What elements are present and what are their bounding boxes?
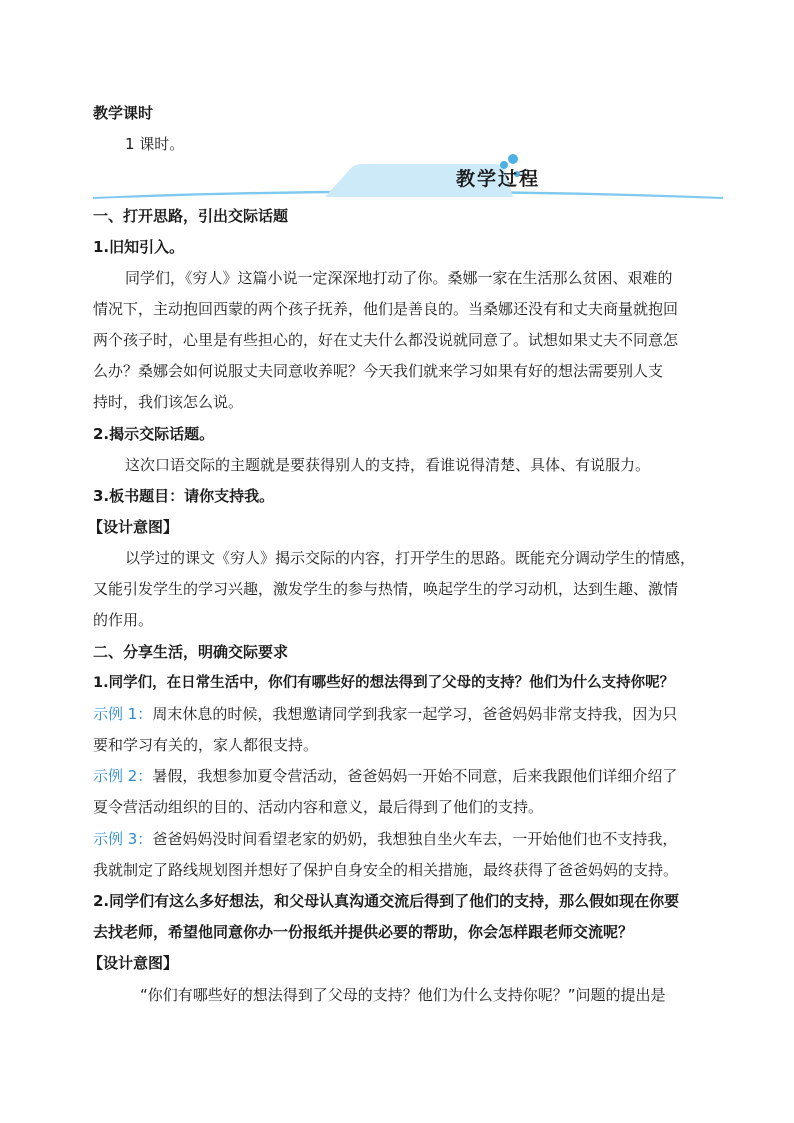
example-text: 暑假，我想参加夏令营活动，爸爸妈妈一开始不同意，后来我跟他们详细介绍了: [152, 767, 678, 785]
banner-graphic: [93, 150, 723, 202]
example-2: [93, 766, 723, 786]
section2-heading: 二、分享生活，明确交际要求: [93, 643, 289, 661]
section1-item2-title: 2.揭示交际话题。: [93, 425, 215, 443]
example-text: 爸爸妈妈没时间看望老家的奶奶，我想独自坐火车去，一开始他们也不支持我，: [152, 830, 678, 848]
section1-heading: 一、打开思路，引出交际话题: [93, 207, 289, 225]
section1-item1-title: 1.旧知引入。: [93, 238, 185, 256]
course-hours-value: 1 课时。: [125, 135, 185, 153]
section2-question2: 2.同学们有这么多好想法，和父母认真沟通交流后得到了他们的支持，那么假如现在你要: [93, 892, 680, 910]
paragraph-line: 两个孩子时，心里是有些担心的，好在丈夫什么都没说就同意了。试想如果丈夫不同意怎: [93, 331, 679, 349]
paragraph-line: 同学们，《穷人》这篇小说一定深深地打动了你。桑娜一家在生活那么贫困、艰难的: [125, 269, 673, 287]
paragraph-line: 以学过的课文《穷人》揭示交际的内容，打开学生的思路。既能充分调动学生的情感，: [125, 549, 696, 567]
example-3: [93, 829, 723, 849]
paragraph-line: 我就制定了路线规划图并想好了保护自身安全的相关措施，最终获得了爸爸妈妈的支持。: [93, 861, 679, 879]
example-1: [93, 704, 723, 724]
paragraph-line: 这次口语交际的主题就是要获得别人的支持，看谁说得清楚、具体、有说服力。: [125, 456, 651, 474]
section2-question2: 去找老师，希望他同意你办一份报纸并提供必要的帮助，你会怎样跟老师交流呢？: [93, 923, 634, 941]
paragraph-line: 情况下，主动抱回西蒙的两个孩子抚养，他们是善良的。当桑娜还没有和丈夫商量就抱回: [93, 300, 679, 318]
example-label: 示例 2：: [93, 767, 153, 785]
paragraph-line: “你们有哪些好的想法得到了父母的支持？他们为什么支持你呢？”问题的提出是: [140, 986, 666, 1004]
section2-question1: 1.同学们，在日常生活中，你们有哪些好的想法得到了父母的支持？他们为什么支持你呢？: [93, 675, 675, 691]
paragraph-line: 持时，我们该怎么说。: [93, 393, 244, 411]
paragraph-line: 要和学习有关的，家人都很支持。: [93, 736, 319, 754]
paragraph-line: 夏令营活动组织的目的、活动内容和意义，最后得到了他们的支持。: [93, 798, 544, 816]
section1-item3-title: 3.板书题目：请你支持我。: [93, 487, 275, 505]
example-label: 示例 3：: [93, 830, 153, 848]
example-label: 示例 1：: [93, 705, 153, 723]
course-hours-heading: 教学课时: [93, 104, 154, 122]
design-intent-heading: 【设计意图】: [88, 954, 179, 972]
design-intent-heading: 【设计意图】: [88, 518, 179, 536]
banner-title: 教学过程: [455, 168, 540, 190]
water-drop-icon: [508, 154, 518, 164]
example-text: 周末休息的时候，我想邀请同学到我家一起学习，爸爸妈妈非常支持我，因为只: [152, 705, 678, 723]
paragraph-line: 又能引发学生的学习兴趣，激发学生的参与热情，唤起学生的学习动机，达到生趣、激情: [93, 580, 679, 598]
paragraph-line: 的作用。: [93, 611, 154, 629]
section-banner: [93, 150, 723, 202]
paragraph-line: 么办？桑娜会如何说服丈夫同意收养呢？今天我们就来学习如果有好的想法需要别人支: [93, 362, 664, 380]
